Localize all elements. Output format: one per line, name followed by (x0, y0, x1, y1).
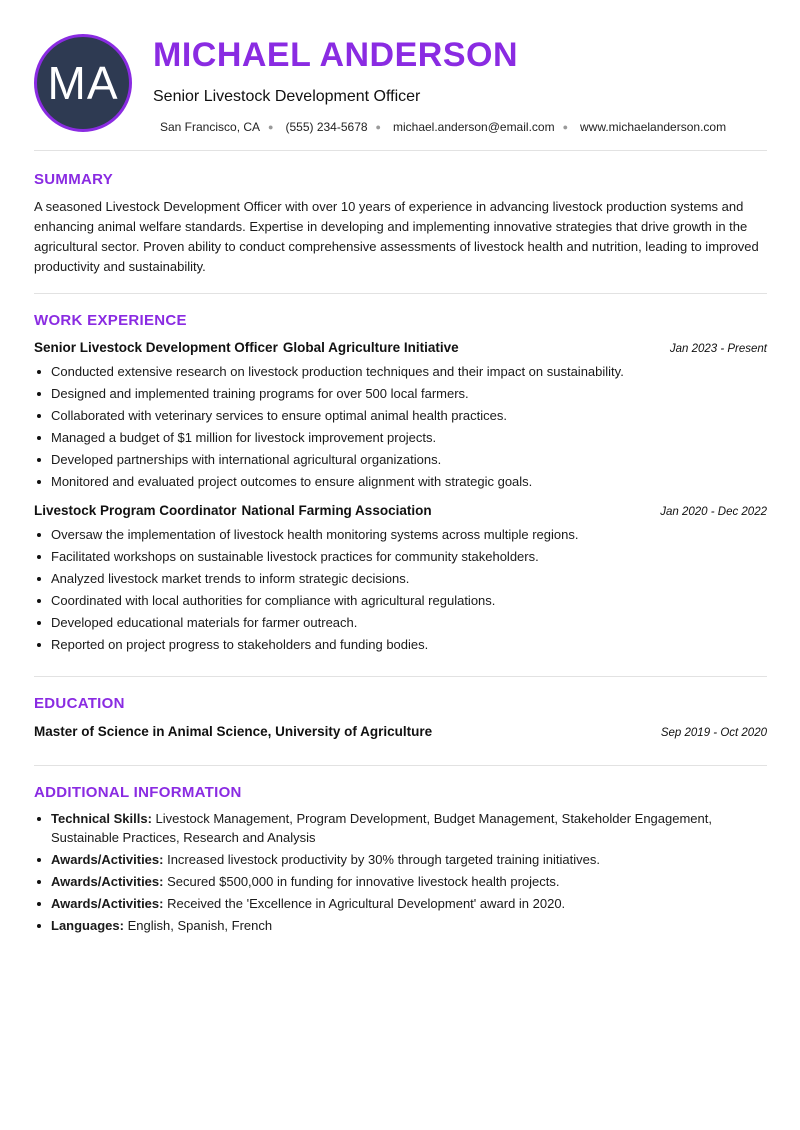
list-item: Reported on project progress to stakeholders and funding bodies. (34, 634, 767, 656)
job-role-line (34, 340, 459, 355)
job-role: Livestock Program Coordinator (34, 503, 237, 518)
education-section (34, 677, 767, 766)
job-role-line (34, 503, 432, 518)
section-heading: ADDITIONAL INFORMATION (34, 784, 242, 801)
info-label: Awards/Activities: (51, 896, 164, 911)
info-text: Received the 'Excellence in Agricultural Development' award in 2020. (167, 896, 566, 911)
candidate-title: Senior Livestock Development Officer (153, 88, 421, 105)
bullet-separator-icon: ● (375, 122, 381, 132)
list-item: Monitored and evaluated project outcomes to ensure alignment with strategic goals. (34, 471, 767, 493)
additional-info-section (34, 766, 767, 935)
job-bullets (34, 524, 767, 656)
list-item: Coordinated with local authorities for compliance with agricultural regulations. (34, 590, 767, 612)
section-heading: WORK EXPERIENCE (34, 312, 187, 329)
job-dates: Jan 2023 - Present (669, 343, 767, 355)
list-item: Oversaw the implementation of livestock health monitoring systems across multiple regions. (34, 524, 767, 546)
contact-phone: (555) 234-5678 (285, 120, 368, 134)
job-company: National Farming Association (241, 503, 432, 518)
list-item: Developed partnerships with international agricultural organizations. (34, 449, 767, 471)
info-label: Languages: (51, 918, 124, 933)
education-dates: Sep 2019 - Oct 2020 (660, 727, 767, 739)
job-role: Senior Livestock Development Officer (34, 340, 278, 355)
contact-website[interactable]: www.michaelanderson.com (580, 120, 727, 134)
section-heading: SUMMARY (34, 171, 114, 188)
education-entry (34, 724, 767, 739)
info-label: Awards/Activities: (51, 852, 164, 867)
avatar-initials: MA (47, 57, 119, 109)
job-header (34, 503, 767, 518)
job-company: Global Agriculture Initiative (282, 340, 459, 355)
job-entry (34, 503, 767, 656)
contact-email[interactable]: michael.anderson@email.com (392, 120, 555, 134)
info-label: Technical Skills: (51, 811, 152, 826)
education-degree: Master of Science in Animal Science, University of Agriculture (34, 724, 433, 739)
info-text: Secured $500,000 in funding for innovative livestock health projects. (167, 874, 560, 889)
list-item: Developed educational materials for farmer outreach. (34, 612, 767, 634)
bullet-separator-icon: ● (562, 122, 569, 132)
contact-info (160, 120, 726, 134)
list-item (34, 916, 767, 935)
list-item: Conducted extensive research on livestock production techniques and their impact on sustainability. (34, 361, 767, 383)
list-item: Managed a budget of $1 million for livestock improvement projects. (34, 427, 767, 449)
job-entry (34, 340, 767, 493)
list-item (34, 809, 767, 847)
resume-header (34, 0, 767, 151)
list-item: Collaborated with veterinary services to ensure optimal animal health practices. (34, 405, 767, 427)
list-item (34, 872, 767, 891)
work-experience-section (34, 294, 767, 677)
list-item: Designed and implemented training programs for over 500 local farmers. (34, 383, 767, 405)
job-bullets (34, 361, 767, 493)
list-item (34, 894, 767, 913)
list-item: Facilitated workshops on sustainable livestock practices for community stakeholders. (34, 546, 767, 568)
info-text: Increased livestock productivity by 30% through targeted training initiatives. (167, 852, 600, 867)
candidate-name: MICHAEL ANDERSON (153, 36, 519, 74)
info-label: Awards/Activities: (51, 874, 164, 889)
list-item: Analyzed livestock market trends to inform strategic decisions. (34, 568, 767, 590)
job-dates: Jan 2020 - Dec 2022 (660, 506, 767, 518)
section-heading: EDUCATION (34, 695, 125, 712)
info-text: English, Spanish, French (127, 918, 273, 933)
additional-info-list (34, 809, 767, 935)
list-item (34, 850, 767, 869)
bullet-separator-icon: ● (268, 122, 274, 132)
info-text: Livestock Management, Program Development, Budget Management, Stakeholder Engagement, Sustainable Practices, Research and Analysis (51, 811, 712, 845)
summary-section (34, 151, 767, 294)
contact-location: San Francisco, CA (160, 120, 261, 134)
job-header (34, 340, 767, 355)
summary-text: A seasoned Livestock Development Officer with over 10 years of experience in advancing livestock production systems and enhancing animal welfare standards. Expertise in developing and implementing innovative strategies that drive growth in the agricultural sector. Proven ability to conduct comprehensive assessments of livestock health and nutrition, leading to improved productivity and sustainability. (34, 199, 759, 274)
avatar (34, 34, 132, 132)
